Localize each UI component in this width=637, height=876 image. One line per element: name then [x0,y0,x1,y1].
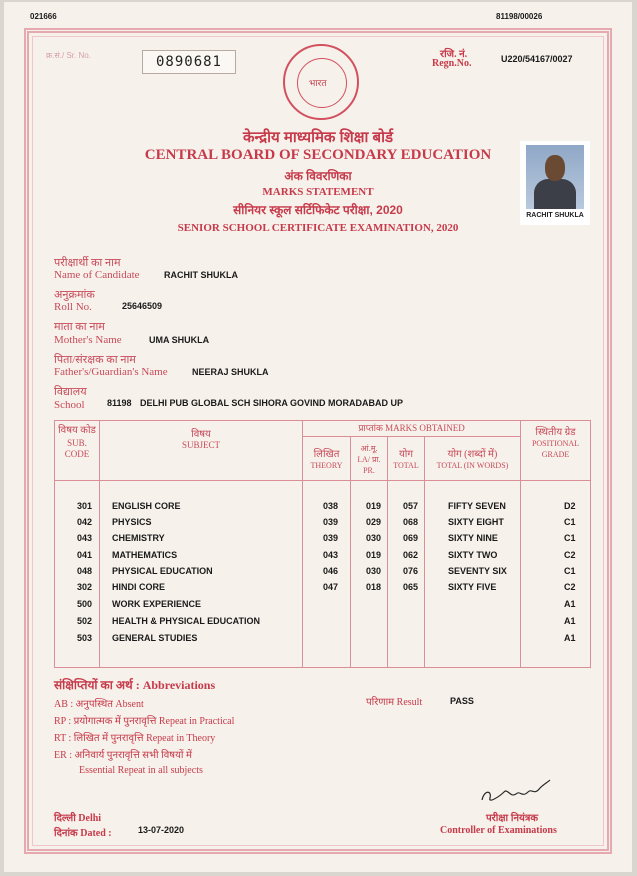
abbrev-essential-repeat-hi: ER : अनिवार्य पुनरावृत्ति सभी विषयों में [54,750,192,761]
subject-header: SUBJECT [181,440,220,450]
total-in-words: SIXTY FIVE [448,582,497,592]
positional-grade: A1 [564,633,576,643]
sub-code: 043 [77,533,93,543]
total-in-words: SIXTY NINE [448,533,498,543]
total-marks: 076 [403,566,419,576]
theory-header: THEORY [310,461,343,470]
subject-name: ENGLISH CORE [112,501,181,511]
mother-label-hi: माता का नाम [54,321,105,333]
result-label: परिणाम Result [366,697,423,708]
sub-code: 041 [77,550,93,560]
serial-top-right: 81198/00026 [496,12,543,21]
total-marks: 062 [403,550,419,560]
subject-name: PHYSICAL EDUCATION [112,566,213,576]
statement-title: MARKS STATEMENT [262,186,374,198]
theory-marks: 038 [323,501,339,511]
abbrev-repeat-theory: RT : लिखित में पुनरावृत्ति Repeat in Theory [54,733,216,744]
controller-title-hi: परीक्षा नियंत्रक [486,813,539,824]
subject-name: MATHEMATICS [112,550,178,560]
positional-grade: D2 [564,501,576,511]
total-in-words: SIXTY EIGHT [448,517,504,527]
sub-code: 301 [77,501,93,511]
ia-header-hi: आं.मू. [360,444,378,453]
positional-grade: C1 [564,533,576,543]
theory-marks: 043 [323,550,339,560]
abbrev-essential-repeat: Essential Repeat in all subjects [79,765,203,776]
subject-name: WORK EXPERIENCE [112,599,202,609]
issue-date: 13-07-2020 [138,825,185,835]
mother-name: UMA SHUKLA [149,335,210,345]
sub-code: 048 [77,566,93,576]
code-header: SUB. CODE [64,438,90,459]
code-header-hi: विषय कोड [58,425,96,436]
marksheet [4,2,632,872]
positional-grade: A1 [564,599,576,609]
place: दिल्ली Delhi [54,813,102,824]
father-name: NEERAJ SHUKLA [192,367,269,377]
theory-marks: 046 [323,566,339,576]
roll-label-hi: अनुक्रमांक [54,289,95,301]
father-label-hi: पिता/संरक्षक का नाम [54,354,136,366]
sub-code: 500 [77,599,93,609]
school-name: DELHI PUB GLOBAL SCH SIHORA GOVIND MORADABAD UP [140,398,404,408]
subject-name: HINDI CORE [112,582,166,592]
ia-marks: 019 [366,550,382,560]
theory-marks: 039 [323,517,339,527]
total-header-hi: योग [398,449,414,460]
abbreviations-title: संक्षिप्तियों का अर्थ : Abbreviations [54,678,216,692]
total-marks: 069 [403,533,419,543]
statement-hindi: अंक विवरणिका [284,169,352,183]
ia-header: I.A/ प्रा. PR. [357,455,381,475]
roll-label: Roll No. [54,301,92,313]
theory-header-hi: लिखित [313,449,340,460]
total-in-words: FIFTY SEVEN [448,501,506,511]
total-marks: 068 [403,517,419,527]
ia-marks: 030 [366,566,382,576]
ia-marks: 019 [366,501,382,511]
grade-header: POSITIONAL GRADE [531,439,580,459]
words-header-hi: योग (शब्दों में) [447,449,498,460]
school-label-hi: विद्यालय [54,386,87,398]
total-in-words: SEVENTY SIX [448,566,507,576]
serial-top-left: 021666 [30,12,57,21]
candidate-label-hi: परीक्षार्थी का नाम [54,257,121,269]
positional-grade: C1 [564,517,576,527]
grade-header-hi: स्थितीय ग्रेड [535,427,576,438]
board-name: CENTRAL BOARD OF SECONDARY EDUCATION [144,147,492,163]
marks-obtained-header: प्राप्तांक MARKS OBTAINED [303,421,521,437]
dated-label: दिनांक Dated : [54,828,112,839]
exam-title: SENIOR SCHOOL CERTIFICATE EXAMINATION, 2020 [177,222,459,234]
regn-label-hi: रजि. नं. [440,49,468,60]
seal-text: भारत [309,78,327,88]
cbse-seal-logo [283,44,359,120]
subject-name: CHEMISTRY [112,533,165,543]
ia-marks: 030 [366,533,382,543]
subject-header-hi: विषय [191,429,211,440]
ia-marks: 029 [366,517,382,527]
controller-title: Controller of Examinations [440,825,557,836]
positional-grade: C2 [564,550,576,560]
candidate-photo [520,141,590,225]
sub-code: 502 [77,616,93,626]
subject-name: HEALTH & PHYSICAL EDUCATION [112,616,261,626]
photo-caption: RACHIT SHUKLA [526,212,584,219]
positional-grade: C2 [564,582,576,592]
words-header: TOTAL (IN WORDS) [436,461,509,470]
subject-name: PHYSICS [112,517,152,527]
abbrev-repeat-practical: RP : प्रयोगात्मक में पुनरावृत्ति Repeat in Practical [54,716,235,727]
sr-no-label: क्र.सं./ Sr. No. [46,51,91,60]
ia-marks: 018 [366,582,382,592]
result-value: PASS [450,696,474,706]
total-marks: 065 [403,582,419,592]
school-label: School [54,399,85,411]
sub-code: 503 [77,633,93,643]
positional-grade: A1 [564,616,576,626]
controller-signature [476,778,556,808]
sub-code: 302 [77,582,93,592]
theory-marks: 047 [323,582,339,592]
total-header: TOTAL [393,461,419,470]
subject-name: GENERAL STUDIES [112,633,198,643]
positional-grade: C1 [564,566,576,576]
abbrev-absent: AB : अनुपस्थित Absent [54,699,144,710]
total-marks: 057 [403,501,419,511]
father-label: Father's/Guardian's Name [54,366,168,378]
sr-no: 0890681 [142,50,236,74]
sub-code: 042 [77,517,93,527]
school-code: 81198 [107,398,132,408]
theory-marks: 039 [323,533,339,543]
candidate-name: RACHIT SHUKLA [164,270,238,280]
exam-hindi: सीनियर स्कूल सर्टिफिकेट परीक्षा, 2020 [233,203,403,217]
mother-label: Mother's Name [54,334,122,346]
regn-label-en: Regn.No. [432,58,472,69]
total-in-words: SIXTY TWO [448,550,498,560]
board-name-hindi: केन्द्रीय माध्यमिक शिक्षा बोर्ड [243,129,393,146]
roll-number: 25646509 [122,301,163,311]
regn-no: U220/54167/0027 [501,54,573,64]
candidate-label: Name of Candidate [54,269,140,281]
